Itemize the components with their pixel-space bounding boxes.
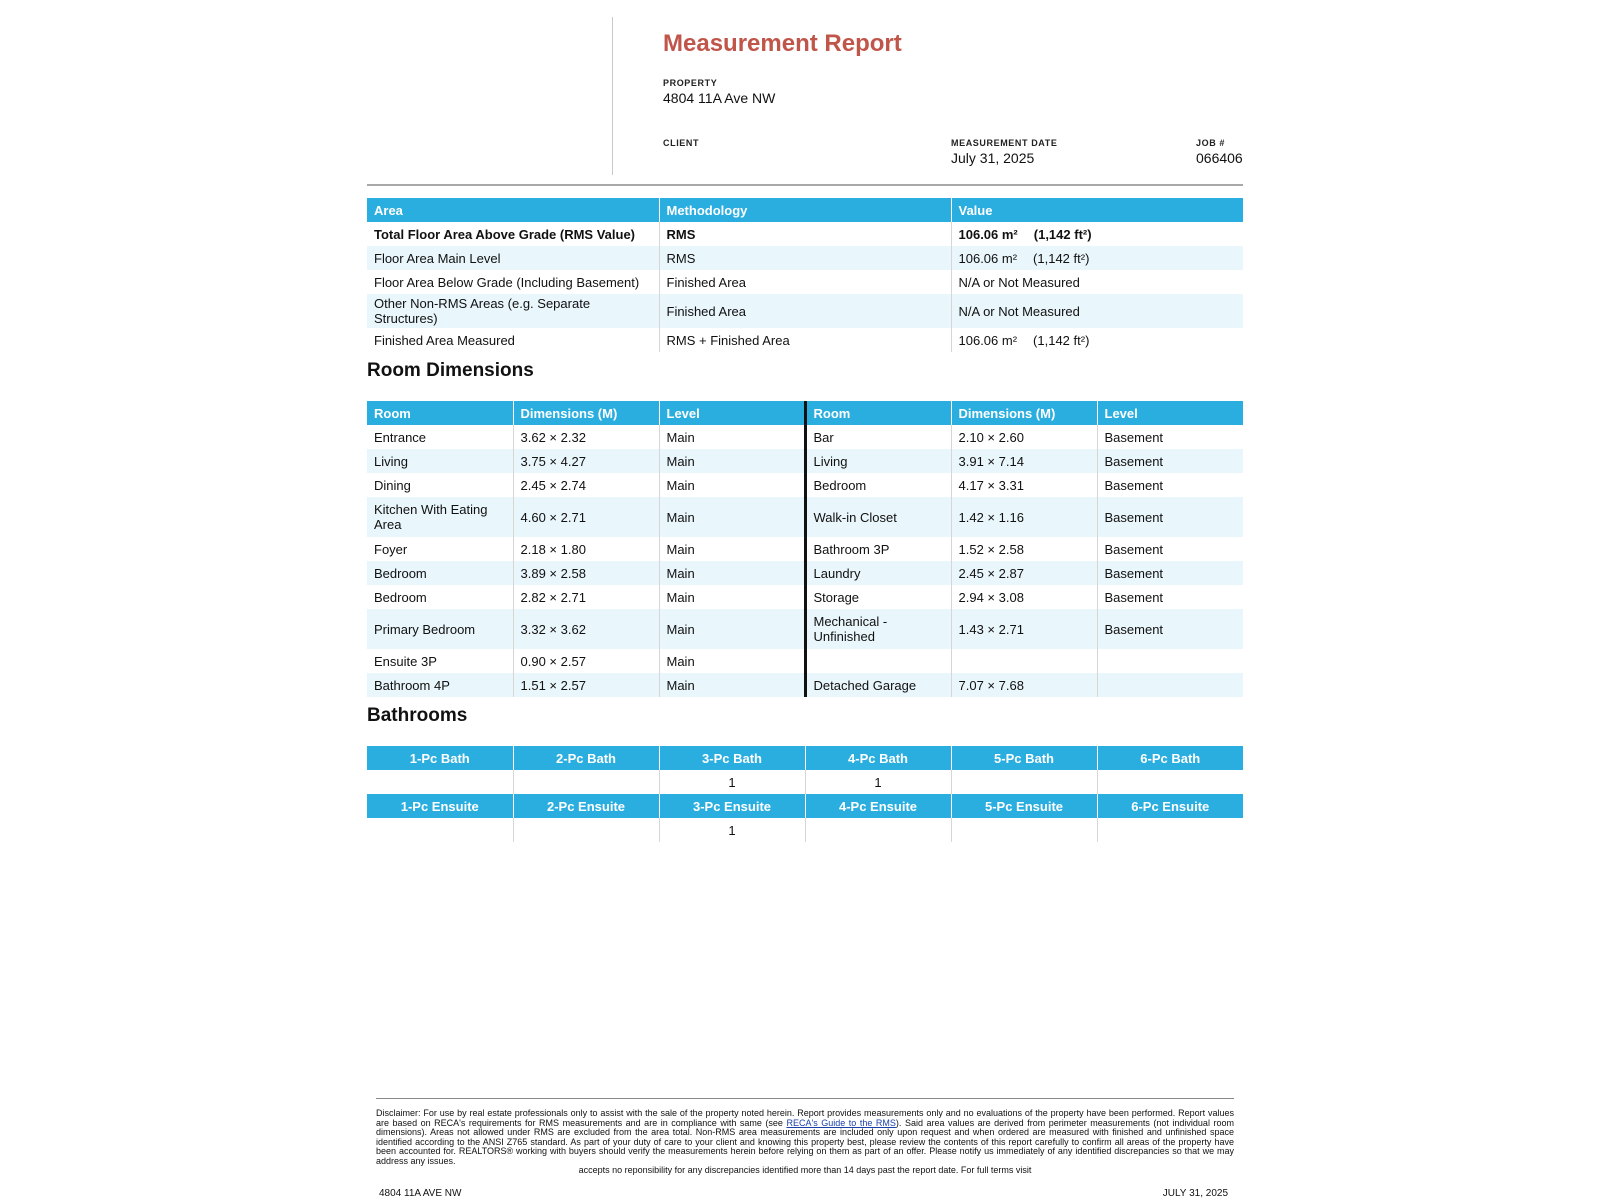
value-cell (951, 328, 1243, 352)
ensuite-2pc-header: 2-Pc Ensuite (513, 794, 659, 818)
area-cell: Floor Area Below Grade (Including Basement) (367, 270, 659, 294)
dimensions-cell: 2.45 × 2.87 (951, 561, 1097, 585)
dimensions-cell: 1.52 × 2.58 (951, 537, 1097, 561)
room-column-header: Room (367, 401, 513, 425)
room-cell: Bathroom 3P (805, 537, 951, 561)
area-cell: Total Floor Area Above Grade (RMS Value) (367, 222, 659, 246)
report-page (367, 0, 1243, 842)
table-row (367, 425, 1243, 449)
disclaimer-terms: accepts no reponsibility for any discrepancies identified more than 14 days past the report date. For full terms visit (578, 1165, 1032, 1175)
ensuite-2pc-count (513, 818, 659, 842)
room-cell: Detached Garage (805, 673, 951, 697)
bath-4pc-count: 1 (805, 770, 951, 794)
metric-value: 106.06 m² (958, 250, 1018, 266)
property-value: 4804 11A Ave NW (663, 90, 776, 106)
room-cell: Mechanical - Unfinished (805, 609, 951, 649)
area-cell: Floor Area Main Level (367, 246, 659, 270)
room-cell: Bedroom (367, 585, 513, 609)
report-header (367, 0, 1243, 186)
imperial-value: (1,142 ft²) (1033, 332, 1090, 348)
dimensions-cell: 2.94 × 3.08 (951, 585, 1097, 609)
room-cell: Bar (805, 425, 951, 449)
dimensions-cell: 1.51 × 2.57 (513, 673, 659, 697)
measurement-date-value: July 31, 2025 (951, 150, 1035, 166)
ensuite-1pc-header: 1-Pc Ensuite (367, 794, 513, 818)
area-cell: Finished Area Measured (367, 328, 659, 352)
area-table-header (367, 198, 1243, 222)
room-cell: Bathroom 4P (367, 673, 513, 697)
bath-3pc-header: 3-Pc Bath (659, 746, 805, 770)
dimensions-cell: 0.90 × 2.57 (513, 649, 659, 673)
level-cell (1097, 673, 1243, 697)
footer-date: JULY 31, 2025 (1162, 1187, 1228, 1199)
dimensions-cell: 3.62 × 2.32 (513, 425, 659, 449)
ensuite-3pc-count: 1 (659, 818, 805, 842)
level-cell (1097, 649, 1243, 673)
room-dimensions-heading: Room Dimensions (367, 360, 534, 381)
level-cell: Main (659, 649, 805, 673)
bath-1pc-header: 1-Pc Bath (367, 746, 513, 770)
dimensions-cell: 2.82 × 2.71 (513, 585, 659, 609)
disclaimer-part-2: ). Said area values are derived from perimeter measurements (not individual room dimensions). Areas not allowed under RMS are excluded from the area total. Non-RMS area measurements are included only upon request and when ordered are measured with finished and unfinished space identified according to the ANSI Z765 standard. As part of your duty of care to your client and knowing this property best, please review the contents of this report carefully to confirm all areas of the property have been accounted for. REALTORS® working with buyers should verify the measurements herein before relying on them as part of an offer. Please notify us immediately of any identified discrepancies so that we may address any issues. (376, 1117, 1234, 1166)
disclaimer-text (376, 1109, 1234, 1166)
ensuite-header-row (367, 794, 1243, 818)
metric-value: 106.06 m² (958, 332, 1018, 348)
table-row (367, 270, 1243, 294)
ensuite-6pc-count (1097, 818, 1243, 842)
methodology-cell: Finished Area (659, 270, 951, 294)
measurement-date-label: MEASUREMENT DATE (951, 138, 1058, 148)
dimensions-cell: 3.32 × 3.62 (513, 609, 659, 649)
dimensions-cell: 1.42 × 1.16 (951, 497, 1097, 537)
property-label: PROPERTY (663, 78, 718, 88)
dimensions-cell: 3.89 × 2.58 (513, 561, 659, 585)
table-row (367, 537, 1243, 561)
dimensions-cell: 4.60 × 2.71 (513, 497, 659, 537)
room-cell: Foyer (367, 537, 513, 561)
level-cell: Basement (1104, 429, 1164, 445)
level-column-header: Level (659, 401, 805, 425)
ensuite-6pc-header: 6-Pc Ensuite (1097, 794, 1243, 818)
room-cell: Storage (805, 585, 951, 609)
dimensions-cell: 2.18 × 1.80 (513, 537, 659, 561)
table-row (367, 246, 1243, 270)
ensuite-5pc-header: 5-Pc Ensuite (951, 794, 1097, 818)
dimensions-cell: 2.45 × 2.74 (513, 473, 659, 497)
report-footer (376, 1098, 1234, 1202)
table-row (367, 585, 1243, 609)
ensuite-value-row (367, 818, 1243, 842)
level-cell: Basement (1104, 541, 1164, 557)
bath-1pc-count (367, 770, 513, 794)
header-divider (612, 17, 613, 175)
area-table (367, 198, 1243, 352)
dimensions-cell: 3.75 × 4.27 (513, 449, 659, 473)
room-cell: Entrance (367, 425, 513, 449)
room-cell: Laundry (805, 561, 951, 585)
job-number-value: 066406 (1196, 150, 1243, 166)
area-cell: Other Non-RMS Areas (e.g. Separate Structures) (367, 294, 659, 328)
imperial-value: (1,142 ft²) (1033, 250, 1090, 266)
value-cell (951, 270, 1243, 294)
bathrooms-heading: Bathrooms (367, 705, 468, 726)
level-cell: Main (659, 585, 805, 609)
level-cell: Basement (1097, 497, 1243, 537)
disclaimer-part-1: Disclaimer: For use by real estate professionals only to assist with the sale of the property noted herein. Report provides measurements only and no evaluations of the property have been performed. Report values are based on RECA's requirements for RMS measurements and are in compliance with same (see (376, 1108, 1234, 1128)
footer-bottom (376, 1188, 1234, 1202)
room-cell (805, 649, 951, 673)
level-cell: Main (659, 473, 805, 497)
footer-rule (376, 1098, 1234, 1099)
level-cell: Main (659, 425, 805, 449)
room-cell: Ensuite 3P (367, 649, 513, 673)
bath-value-row (367, 770, 1243, 794)
room-dimensions-table (367, 401, 1243, 697)
page-title: Measurement Report (663, 30, 902, 57)
table-row (367, 222, 1243, 246)
table-row (367, 328, 1243, 352)
room-column-header: Room (805, 401, 951, 425)
table-row (367, 649, 1243, 673)
level-cell: Basement (1097, 561, 1243, 585)
bath-5pc-count (951, 770, 1097, 794)
level-cell: Basement (1097, 449, 1243, 473)
level-cell: Main (659, 537, 805, 561)
room-cell: Dining (367, 473, 513, 497)
dimensions-cell: 4.17 × 3.31 (951, 473, 1097, 497)
methodology-cell: RMS (659, 246, 951, 270)
ensuite-3pc-header: 3-Pc Ensuite (659, 794, 805, 818)
job-number-label: JOB # (1196, 138, 1226, 148)
room-cell: Living (367, 449, 513, 473)
bath-2pc-header: 2-Pc Bath (513, 746, 659, 770)
reca-guide-link[interactable]: RECA's Guide to the RMS (786, 1117, 896, 1128)
bath-4pc-header: 4-Pc Bath (805, 746, 951, 770)
level-cell: Basement (1097, 609, 1243, 649)
room-cell: Walk-in Closet (805, 497, 951, 537)
metric-value: N/A or Not Measured (958, 274, 1080, 290)
ensuite-4pc-count (805, 818, 951, 842)
room-cell: Bedroom (805, 473, 951, 497)
methodology-cell: RMS + Finished Area (659, 328, 951, 352)
client-label: CLIENT (663, 138, 700, 148)
value-cell (951, 246, 1243, 270)
table-row (367, 609, 1243, 649)
bathrooms-table (367, 746, 1243, 842)
dimensions-cell: 7.07 × 7.68 (951, 673, 1097, 697)
table-row (367, 497, 1243, 537)
level-cell: Basement (1104, 477, 1164, 493)
footer-address: 4804 11A AVE NW (379, 1187, 462, 1199)
metric-value: N/A or Not Measured (958, 303, 1080, 319)
dimensions-column-header: Dimensions (M) (513, 401, 659, 425)
dimensions-cell: 2.10 × 2.60 (951, 425, 1097, 449)
value-column-header: Value (951, 198, 1243, 222)
bath-3pc-count: 1 (659, 770, 805, 794)
ensuite-5pc-count (951, 818, 1097, 842)
level-cell: Basement (1104, 589, 1164, 605)
level-cell: Main (659, 449, 805, 473)
level-cell: Main (659, 673, 805, 697)
level-cell: Main (659, 497, 805, 537)
dimensions-column-header: Dimensions (M) (951, 401, 1097, 425)
table-row (367, 561, 1243, 585)
room-cell: Bedroom (367, 561, 513, 585)
ensuite-1pc-count (367, 818, 513, 842)
imperial-value: (1,142 ft²) (1033, 226, 1092, 242)
table-row (367, 473, 1243, 497)
table-row (367, 449, 1243, 473)
methodology-cell: Finished Area (659, 294, 951, 328)
bath-2pc-count (513, 770, 659, 794)
metric-value: 106.06 m² (958, 226, 1018, 242)
header-rule (367, 184, 1243, 186)
room-cell: Kitchen With Eating Area (367, 497, 513, 537)
area-column-header: Area (367, 198, 659, 222)
bath-6pc-count (1097, 770, 1243, 794)
bath-6pc-header: 6-Pc Bath (1097, 746, 1243, 770)
methodology-cell: RMS (659, 222, 951, 246)
table-row (367, 294, 1243, 328)
room-table-header (367, 401, 1243, 425)
level-cell: Main (659, 609, 805, 649)
dimensions-cell: 1.43 × 2.71 (951, 609, 1097, 649)
dimensions-cell (951, 649, 1097, 673)
ensuite-4pc-header: 4-Pc Ensuite (805, 794, 951, 818)
methodology-column-header: Methodology (659, 198, 951, 222)
bath-header-row (367, 746, 1243, 770)
room-cell: Primary Bedroom (367, 609, 513, 649)
level-cell: Main (659, 561, 805, 585)
table-row (367, 673, 1243, 697)
room-cell: Living (805, 449, 951, 473)
value-cell (951, 222, 1243, 246)
level-column-header: Level (1097, 401, 1243, 425)
dimensions-cell: 3.91 × 7.14 (951, 449, 1097, 473)
value-cell (951, 294, 1243, 328)
bath-5pc-header: 5-Pc Bath (951, 746, 1097, 770)
